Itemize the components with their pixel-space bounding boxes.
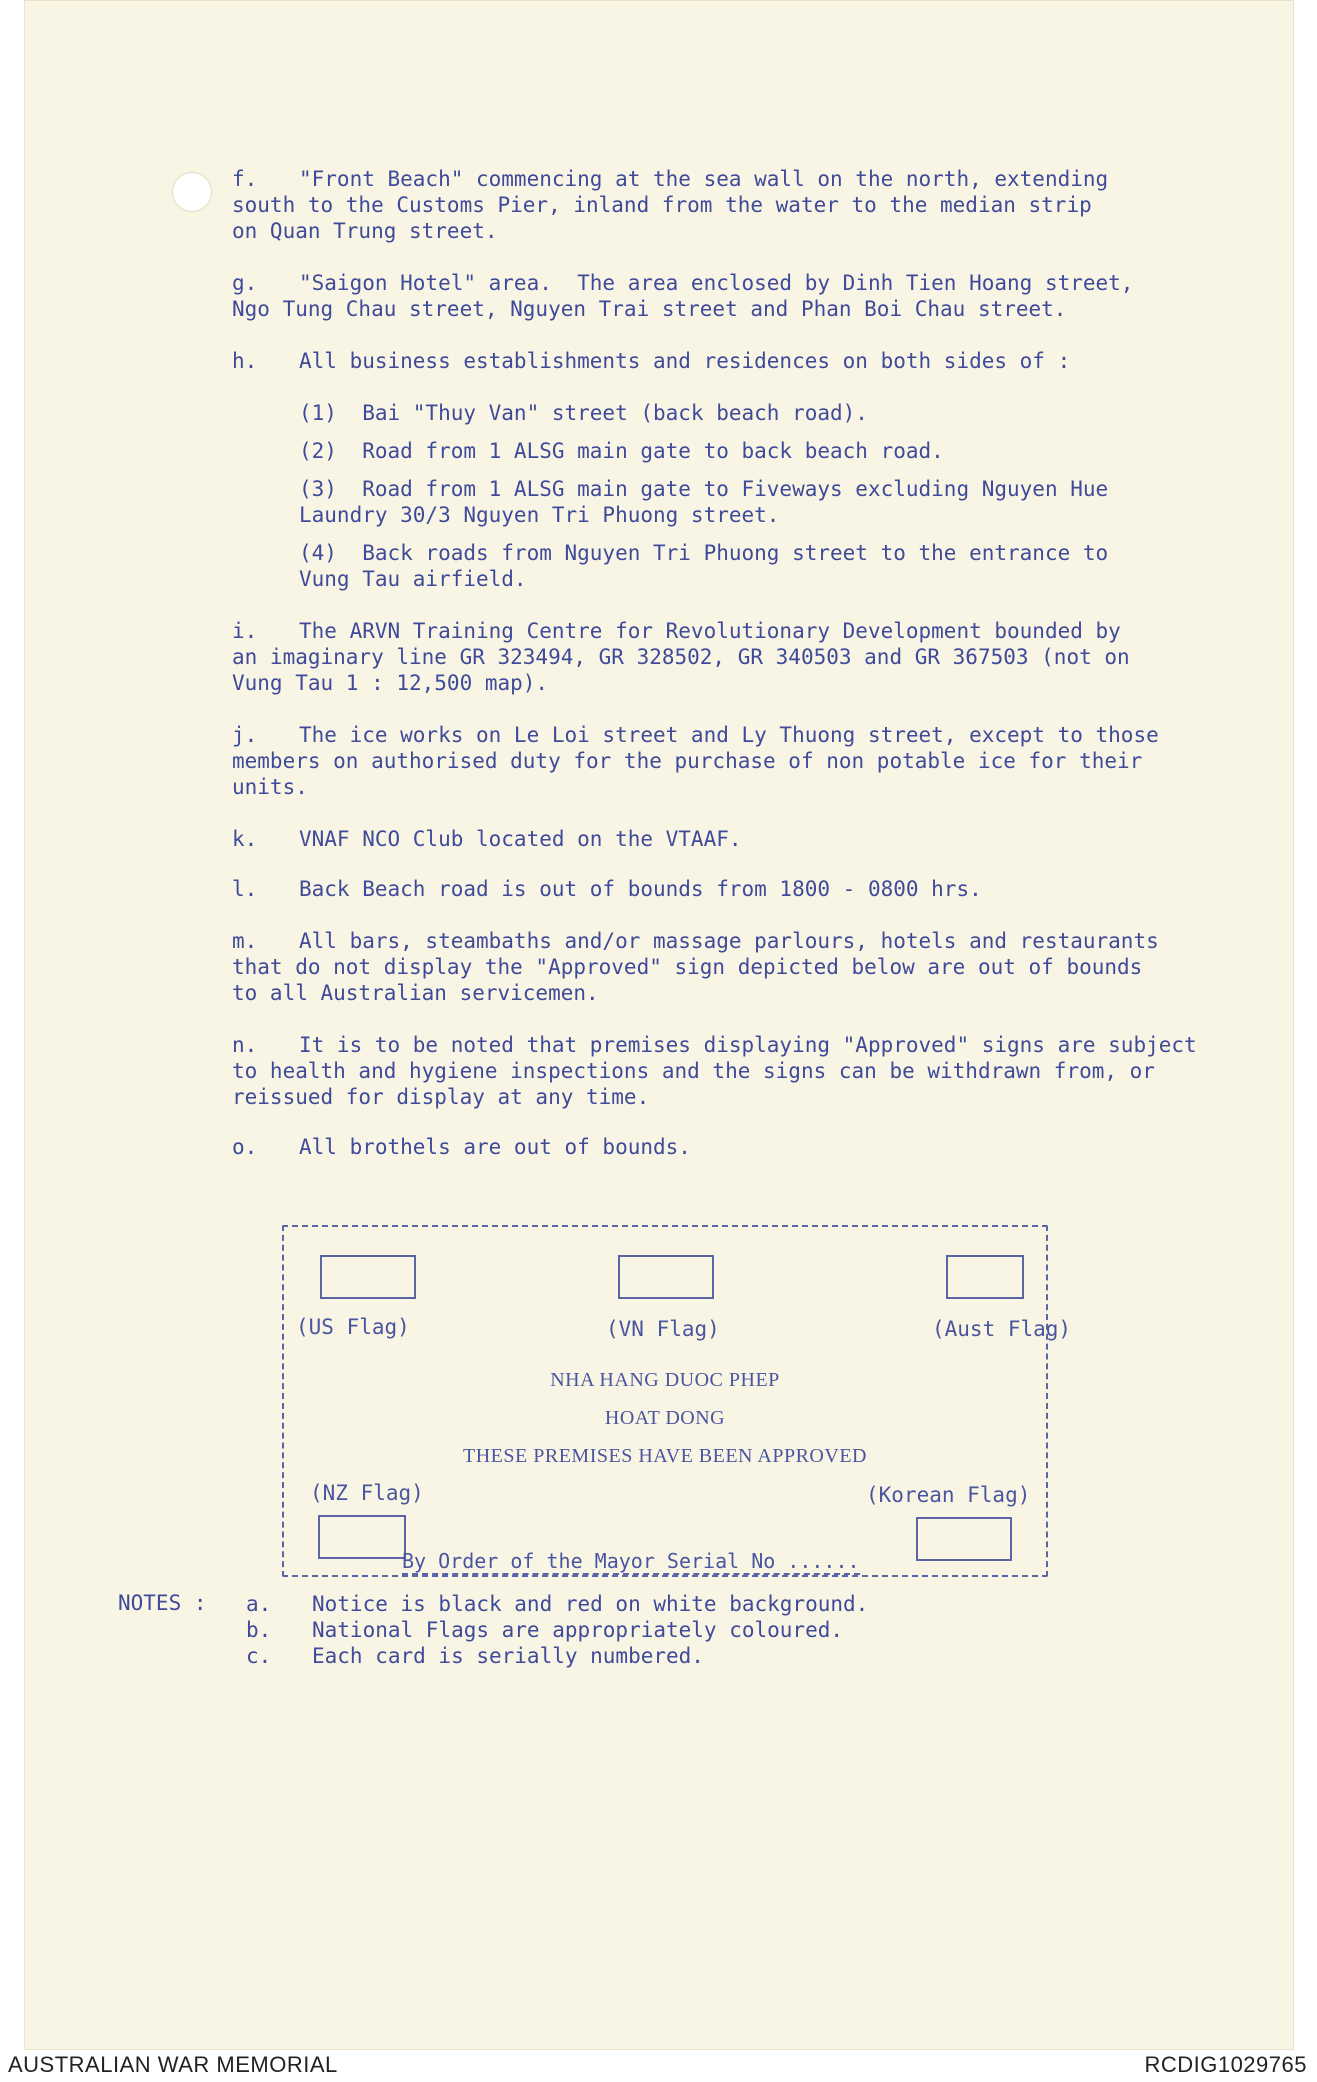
- document-page: [24, 0, 1294, 2050]
- item-label: h.: [232, 349, 258, 373]
- sub-item-2: (2) Road from 1 ALSG main gate to back beach road.: [299, 439, 944, 463]
- item-label: k.: [232, 827, 258, 851]
- approved-sign: [282, 1225, 1072, 1577]
- note-text: Notice is black and red on white background.: [312, 1592, 869, 1616]
- sign-line-2: HOAT DONG: [604, 1407, 726, 1429]
- by-order-line: By Order of the Mayor Serial No ......: [402, 1549, 860, 1573]
- notes-heading: NOTES :: [118, 1591, 207, 1615]
- footer-source: AUSTRALIAN WAR MEMORIAL: [8, 2052, 338, 2077]
- item-label: g.: [232, 271, 258, 295]
- item-line: that do not display the "Approved" sign depicted below are out of bounds: [232, 955, 1143, 979]
- item-line: members on authorised duty for the purchase of non potable ice for their: [232, 749, 1143, 773]
- nz-flag-box: [318, 1515, 406, 1559]
- item-line: It is to be noted that premises displaying "Approved" signs are subject: [299, 1033, 1197, 1057]
- vn-flag-box: [618, 1255, 714, 1299]
- item-label: n.: [232, 1033, 258, 1057]
- item-line: "Saigon Hotel" area. The area enclosed by Dinh Tien Hoang street,: [299, 271, 1134, 295]
- note-text: National Flags are appropriately coloured.: [312, 1618, 844, 1642]
- note-label: a.: [246, 1592, 272, 1616]
- item-line: The ARVN Training Centre for Revolutionary Development bounded by: [299, 619, 1121, 643]
- item-line: Back Beach road is out of bounds from 1800 - 0800 hrs.: [299, 877, 982, 901]
- footer-id: RCDIG1029765: [1144, 2052, 1307, 2077]
- korean-flag-box: [916, 1517, 1012, 1561]
- note-text: Each card is serially numbered.: [312, 1644, 704, 1668]
- sub-item-4-cont: Vung Tau airfield.: [299, 567, 527, 591]
- nz-flag-label: (NZ Flag): [310, 1481, 424, 1505]
- korean-flag-label: (Korean Flag): [866, 1483, 1031, 1507]
- item-line: units.: [232, 775, 308, 799]
- item-label: o.: [232, 1135, 258, 1159]
- item-line: The ice works on Le Loi street and Ly Thuong street, except to those: [299, 723, 1159, 747]
- aust-flag-label: (Aust Flag): [932, 1317, 1072, 1341]
- sub-item-4: (4) Back roads from Nguyen Tri Phuong street to the entrance to: [299, 541, 1109, 565]
- us-flag-label: (US Flag): [296, 1315, 410, 1339]
- item-label: i.: [232, 619, 258, 643]
- item-line: All business establishments and residences on both sides of :: [299, 349, 1071, 373]
- item-line: "Front Beach" commencing at the sea wall on the north, extending: [299, 167, 1109, 191]
- item-line: to all Australian servicemen.: [232, 981, 599, 1005]
- sign-line-1: NHA HANG DUOC PHEP: [550, 1369, 780, 1391]
- item-line: VNAF NCO Club located on the VTAAF.: [299, 827, 742, 851]
- item-line: All bars, steambaths and/or massage parlours, hotels and restaurants: [299, 929, 1159, 953]
- item-line: reissued for display at any time.: [232, 1085, 650, 1109]
- item-label: l.: [232, 877, 258, 901]
- us-flag-box: [320, 1255, 416, 1299]
- item-label: j.: [232, 723, 258, 747]
- item-label: m.: [232, 929, 258, 953]
- item-line: to health and hygiene inspections and the signs can be withdrawn from, or: [232, 1059, 1155, 1083]
- sub-item-3: (3) Road from 1 ALSG main gate to Fiveways excluding Nguyen Hue: [299, 477, 1109, 501]
- item-label: f.: [232, 167, 258, 191]
- note-label: b.: [246, 1618, 272, 1642]
- item-line: All brothels are out of bounds.: [299, 1135, 691, 1159]
- vn-flag-label: (VN Flag): [606, 1317, 720, 1341]
- item-line: Vung Tau 1 : 12,500 map).: [232, 671, 549, 695]
- item-line: Ngo Tung Chau street, Nguyen Trai street and Phan Boi Chau street.: [232, 297, 1067, 321]
- item-line: an imaginary line GR 323494, GR 328502, GR 340503 and GR 367503 (not on: [232, 645, 1130, 669]
- item-line: south to the Customs Pier, inland from the water to the median strip: [232, 193, 1092, 217]
- sub-item-1: (1) Bai "Thuy Van" street (back beach road).: [299, 401, 868, 425]
- note-label: c.: [246, 1644, 272, 1668]
- aust-flag-box: [946, 1255, 1024, 1299]
- sign-line-3: THESE PREMISES HAVE BEEN APPROVED: [463, 1445, 867, 1467]
- item-line: on Quan Trung street.: [232, 219, 498, 243]
- punch-hole: [172, 172, 212, 212]
- sub-item-3-cont: Laundry 30/3 Nguyen Tri Phuong street.: [299, 503, 780, 527]
